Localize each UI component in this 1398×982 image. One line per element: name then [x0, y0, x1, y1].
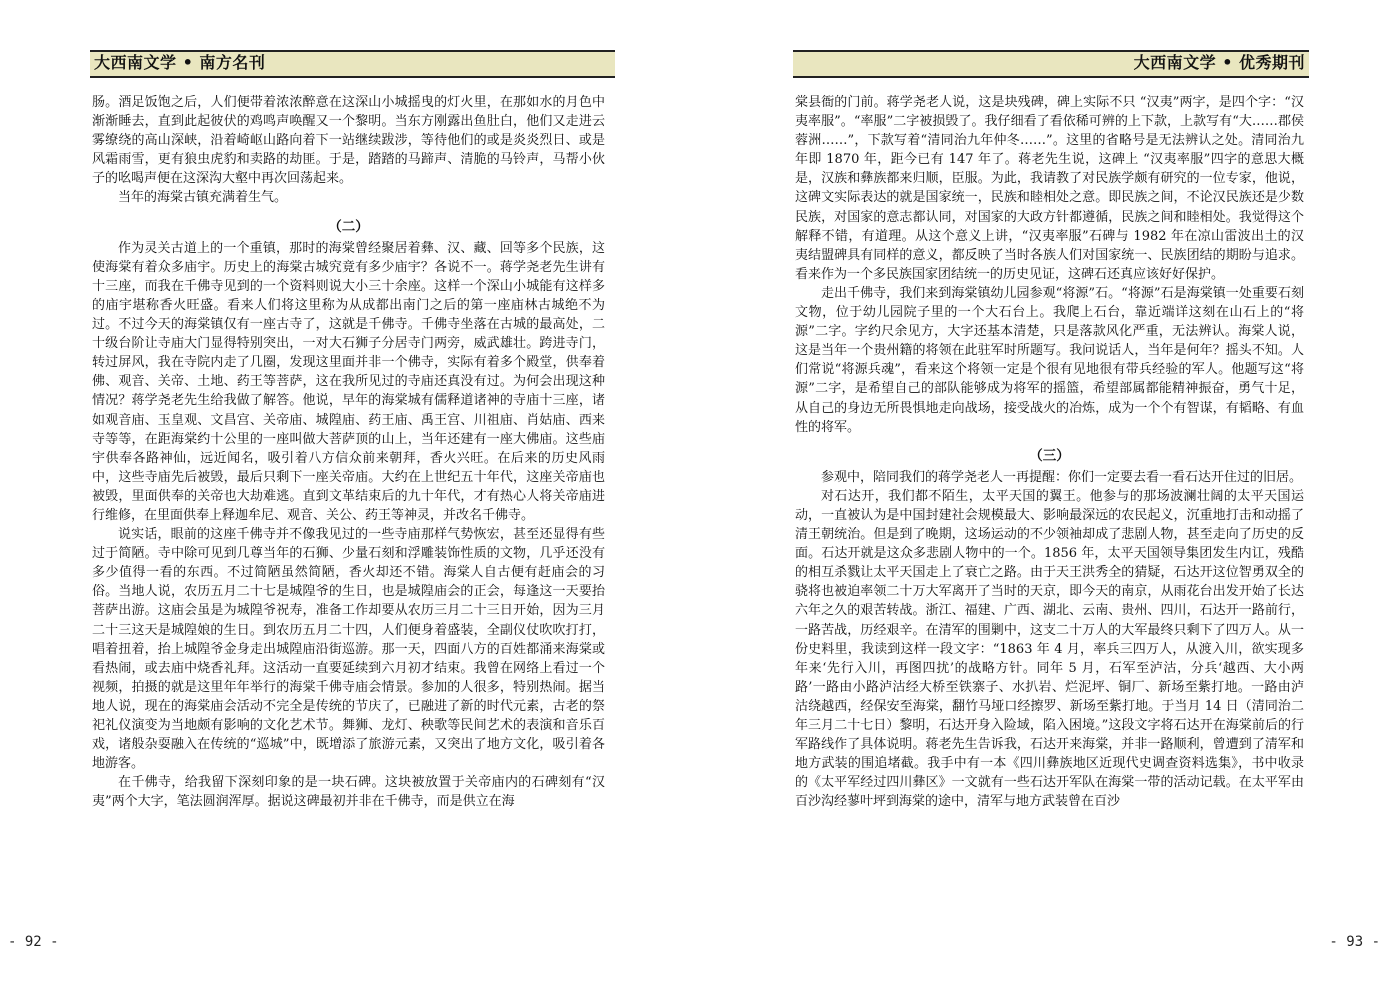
left-paragraph-1: 肠。酒足饭饱之后，人们便带着浓浓醉意在这深山小城摇曳的灯火里，在那如水的月色中渐渐睡去，直到此起彼伏的鸡鸣声唤醒又一个黎明。当东方刚露出鱼肚白，他们又走进云雾缭绕的高山深峡，沿着崎岖山路向着下一站继续跋涉，等待他们的或是炎炎烈日、或是风霜雨雪，更有狼虫虎豹和卖路的劫匪。于是，踏踏的马蹄声、清脆的马铃声，马帮小伙子的吆喝声便在这深沟大壑中再次回荡起来。 [92, 95, 605, 187]
right-page [699, 0, 1398, 982]
right-page-number: - 93 - [1329, 934, 1380, 950]
right-page-body [795, 93, 1304, 883]
left-paragraph-4: 说实话，眼前的这座千佛寺并不像我见过的一些寺庙那样气势恢宏，甚至还显得有些过于简陋。寺中除可见到几尊当年的石狮、少量石刻和浮雕装饰性质的文物，几乎还没有多少值得一看的东西。不过简陋虽然简陋，香火却还不错。海棠人自古便有赶庙会的习俗。当地人说，农历五月二十七是城隍爷的生日，也是城隍庙会的正会，每逢这一天要抬菩萨出游。这庙会虽是为城隍爷祝寿，准备工作却要从农历三月二十三日开始，因为三月二十三这天是城隍娘的生日。到农历五月二十四，人们便身着盛装，全副仪仗吹吹打打，唱着扭着，抬上城隍爷金身走出城隍庙沿街巡游。那一天，四面八方的百姓都涌来海棠或看热闹，或去庙中烧香礼拜。这活动一直要延续到六月初才结束。我曾在网络上看过一个视频，拍摄的就是这里年年举行的海棠千佛寺庙会情景。参加的人很多，特别热闹。据当地人说，现在的海棠庙会活动不完全是传统的节庆了，已融进了新的时代元素，古老的祭祀礼仪演变为当地颇有影响的文化艺术节。舞狮、龙灯、秧歌等民间艺术的表演和音乐百戏，诸般杂耍融入在传统的“巡城”中，既增添了旅游元素，又突出了地方文化，吸引着各地游客。 [92, 527, 605, 772]
left-page-body [92, 93, 605, 883]
left-paragraph-5: 在千佛寺，给我留下深刻印象的是一块石碑。这块被放置于关帝庙内的石碑刻有“汉夷”两个大字，笔法圆润浑厚。据说这碑最初并非在千佛寺，而是供立在海 [92, 775, 605, 810]
left-paragraph-2: 当年的海棠古镇充满着生气。 [118, 190, 288, 206]
right-paragraph-4: 对石达开，我们都不陌生，太平天国的翼王。他参与的那场波澜壮阔的太平天国运动，一直被认为是中国封建社会规模最大、影响最深远的农民起义，沉重地打击和动摇了清王朝统治。但是到了晚期，这场运动的不少领袖却成了悲剧人物，甚至走向了历史的反面。石达开就是这众多悲剧人物中的一个。1856 年，太平天国领导集团发生内讧，残酷的相互杀戮让太平天国走上了衰亡之路。由于天王洪秀全的猜疑，石达开这位智勇双全的骁将也被迫率领二十万大军离开了当时的天京，即今天的南京，从雨花台出发开始了长达六年之久的艰苦转战。浙江、福建、广西、湖北、云南、贵州、四川，石达开一路前行，一路苦战，历经艰辛。在清军的围剿中，这支二十万人的大军最终只剩下了四万人。从一份史料里，我读到这样一段文字：“1863 年 4 月，率兵三四万人，从渡入川，欲实现多年来‘先行入川，再图四扰’的战略方针。同年 5 月，石军至泸沽，分兵‘越西、大小两路’一路由小路泸沽经大桥至铁寨子、水扒岩、烂泥坪、铜厂、新场至紫打地。一路由泸沽绕越西，经保安至海棠，翻竹马垭口经擦罗、新场至紫打地。于当月 14 日（清同治二年三月二十七日）黎明，石达开身入险域，陷入困境。”这段文字将石达开在海棠前后的行军路线作了具体说明。蒋老先生告诉我，石达开来海棠，并非一路顺利，曾遭到了清军和地方武装的围追堵截。我手中有一本《四川彝族地区近现代史调查资料选集》，书中收录的《太平军经过四川彝区》一文就有一些石达开军队在海棠一带的活动记载。在太平军由百沙沟经蓼叶坪到海棠的途中，清军与地方武装曾在百沙 [795, 488, 1304, 810]
right-page-header [793, 50, 1309, 78]
left-header-title: 大西南文学 • 南方名刊 [94, 53, 266, 72]
left-page-header [90, 50, 615, 78]
left-page-number: - 92 - [8, 934, 59, 950]
right-paragraph-3: 参观中，陪同我们的蒋学尧老人一再提醒：你们一定要去看一看石达开住过的旧居。 [821, 469, 1303, 485]
right-paragraph-1: 棠县衙的门前。蒋学尧老人说，这是块残碑，碑上实际不只 “汉夷”两字，是四个字：“汉夷率服”。“率服”二字被损毁了。我仔细看了看依稀可辨的上下款，上款写有“大……郡侯蓉洲……”，下款写着“清同治九年仲冬……”。这里的省略号是无法辨认之处。清同治九年即 1870 年，距今已有 147 年了。蒋老先生说，这碑上 “汉夷率服”四字的意思大概是，汉族和彝族都来归顺，臣服。为此，我请教了对民族学颇有研究的一位专家，他说，这碑文实际表达的就是国家统一，民族和睦相处之意。即民族之间，不论汉民族还是少数民族，对国家的意志都认同，对国家的大政方针都遵循，民族之间和睦相处。我觉得这个解释不错，有道理。从这个意义上讲，“汉夷率服”石碑与 1982 年在凉山雷波出土的汉夷结盟碑具有同样的意义，都反映了当时各族人们对国家统一、民族团结的期盼与追求。看来作为一个多民族国家团结统一的历史见证，这碑石还真应该好好保护。 [795, 95, 1304, 282]
section-heading-three: （三） [1029, 447, 1070, 464]
right-header-title: 大西南文学 • 优秀期刊 [1133, 53, 1305, 72]
right-paragraph-2: 走出千佛寺，我们来到海棠镇幼儿园参观“将源”石。“将源”石是海棠镇一处重要石刻文物，位于幼儿园院子里的一个大石台上。我爬上石台，靠近端详这刻在山石上的“将源”二字。字约尺余见方，大字还基本清楚，只是落款风化严重，无法辨认。海棠人说，这是当年一个贵州籍的将领在此驻军时所题写。我问说话人，当年是何年？摇头不知。人们常说“将源兵魂”，看来这个将领一定是个很有见地很有带兵经验的军人。他题写这“将源”二字，是希望自己的部队能够成为将军的摇篮，希望部属都能精神振奋，勇气十足，从自己的身边无所畏惧地走向战场，接受战火的冶炼，成为一个个有智谋，有韬略、有血性的将军。 [795, 285, 1304, 435]
section-heading-two: （二） [328, 218, 369, 235]
left-paragraph-3: 作为灵关古道上的一个重镇，那时的海棠曾经聚居着彝、汉、藏、回等多个民族，这使海棠有着众多庙宇。历史上的海棠古城究竟有多少庙宇？各说不一。蒋学尧老先生讲有十三座，而我在千佛寺见到的一个资料则说大小三十余座。这样一个深山小城能有这样多的庙宇堪称香火旺盛。看来人们将这里称为从成都出南门之后的第一座庙林古城绝不为过。不过今天的海棠镇仅有一座古寺了，这就是千佛寺。千佛寺坐落在古城的最高处，二十级台阶让寺庙大门显得特别突出，一对大石狮子分居寺门两旁，威武雄壮。跨进寺门，转过屏风，我在寺院内走了几圈，发现这里面并非一个佛寺，实际有着多个殿堂，供奉着佛、观音、关帝、土地、药王等菩萨，这在我所见过的寺庙还真没有过。为何会出现这种情况？蒋学尧老先生给我做了解答。他说，早年的海棠城有儒释道诸神的寺庙十三座，诸如观音庙、玉皇观、文昌宫、关帝庙、城隍庙、药王庙、禹王宫、川祖庙、肖姑庙、西来寺等等，在距海棠约十公里的一座叫做大菩萨顶的山上，当年还建有一座大佛庙。这些庙宇供奉各路神仙，远近闻名，吸引着八方信众前来朝拜，香火兴旺。在后来的历史风雨中，这些寺庙先后被毁，最后只剩下一座关帝庙。大约在上世纪五十年代，这座关帝庙也被毁，里面供奉的关帝也大劫难逃。直到文革结束后的九十年代，才有热心人将关帝庙进行维修，在里面供奉上释迦牟尼、观音、关公、药王等神灵，并改名千佛寺。 [92, 240, 605, 523]
